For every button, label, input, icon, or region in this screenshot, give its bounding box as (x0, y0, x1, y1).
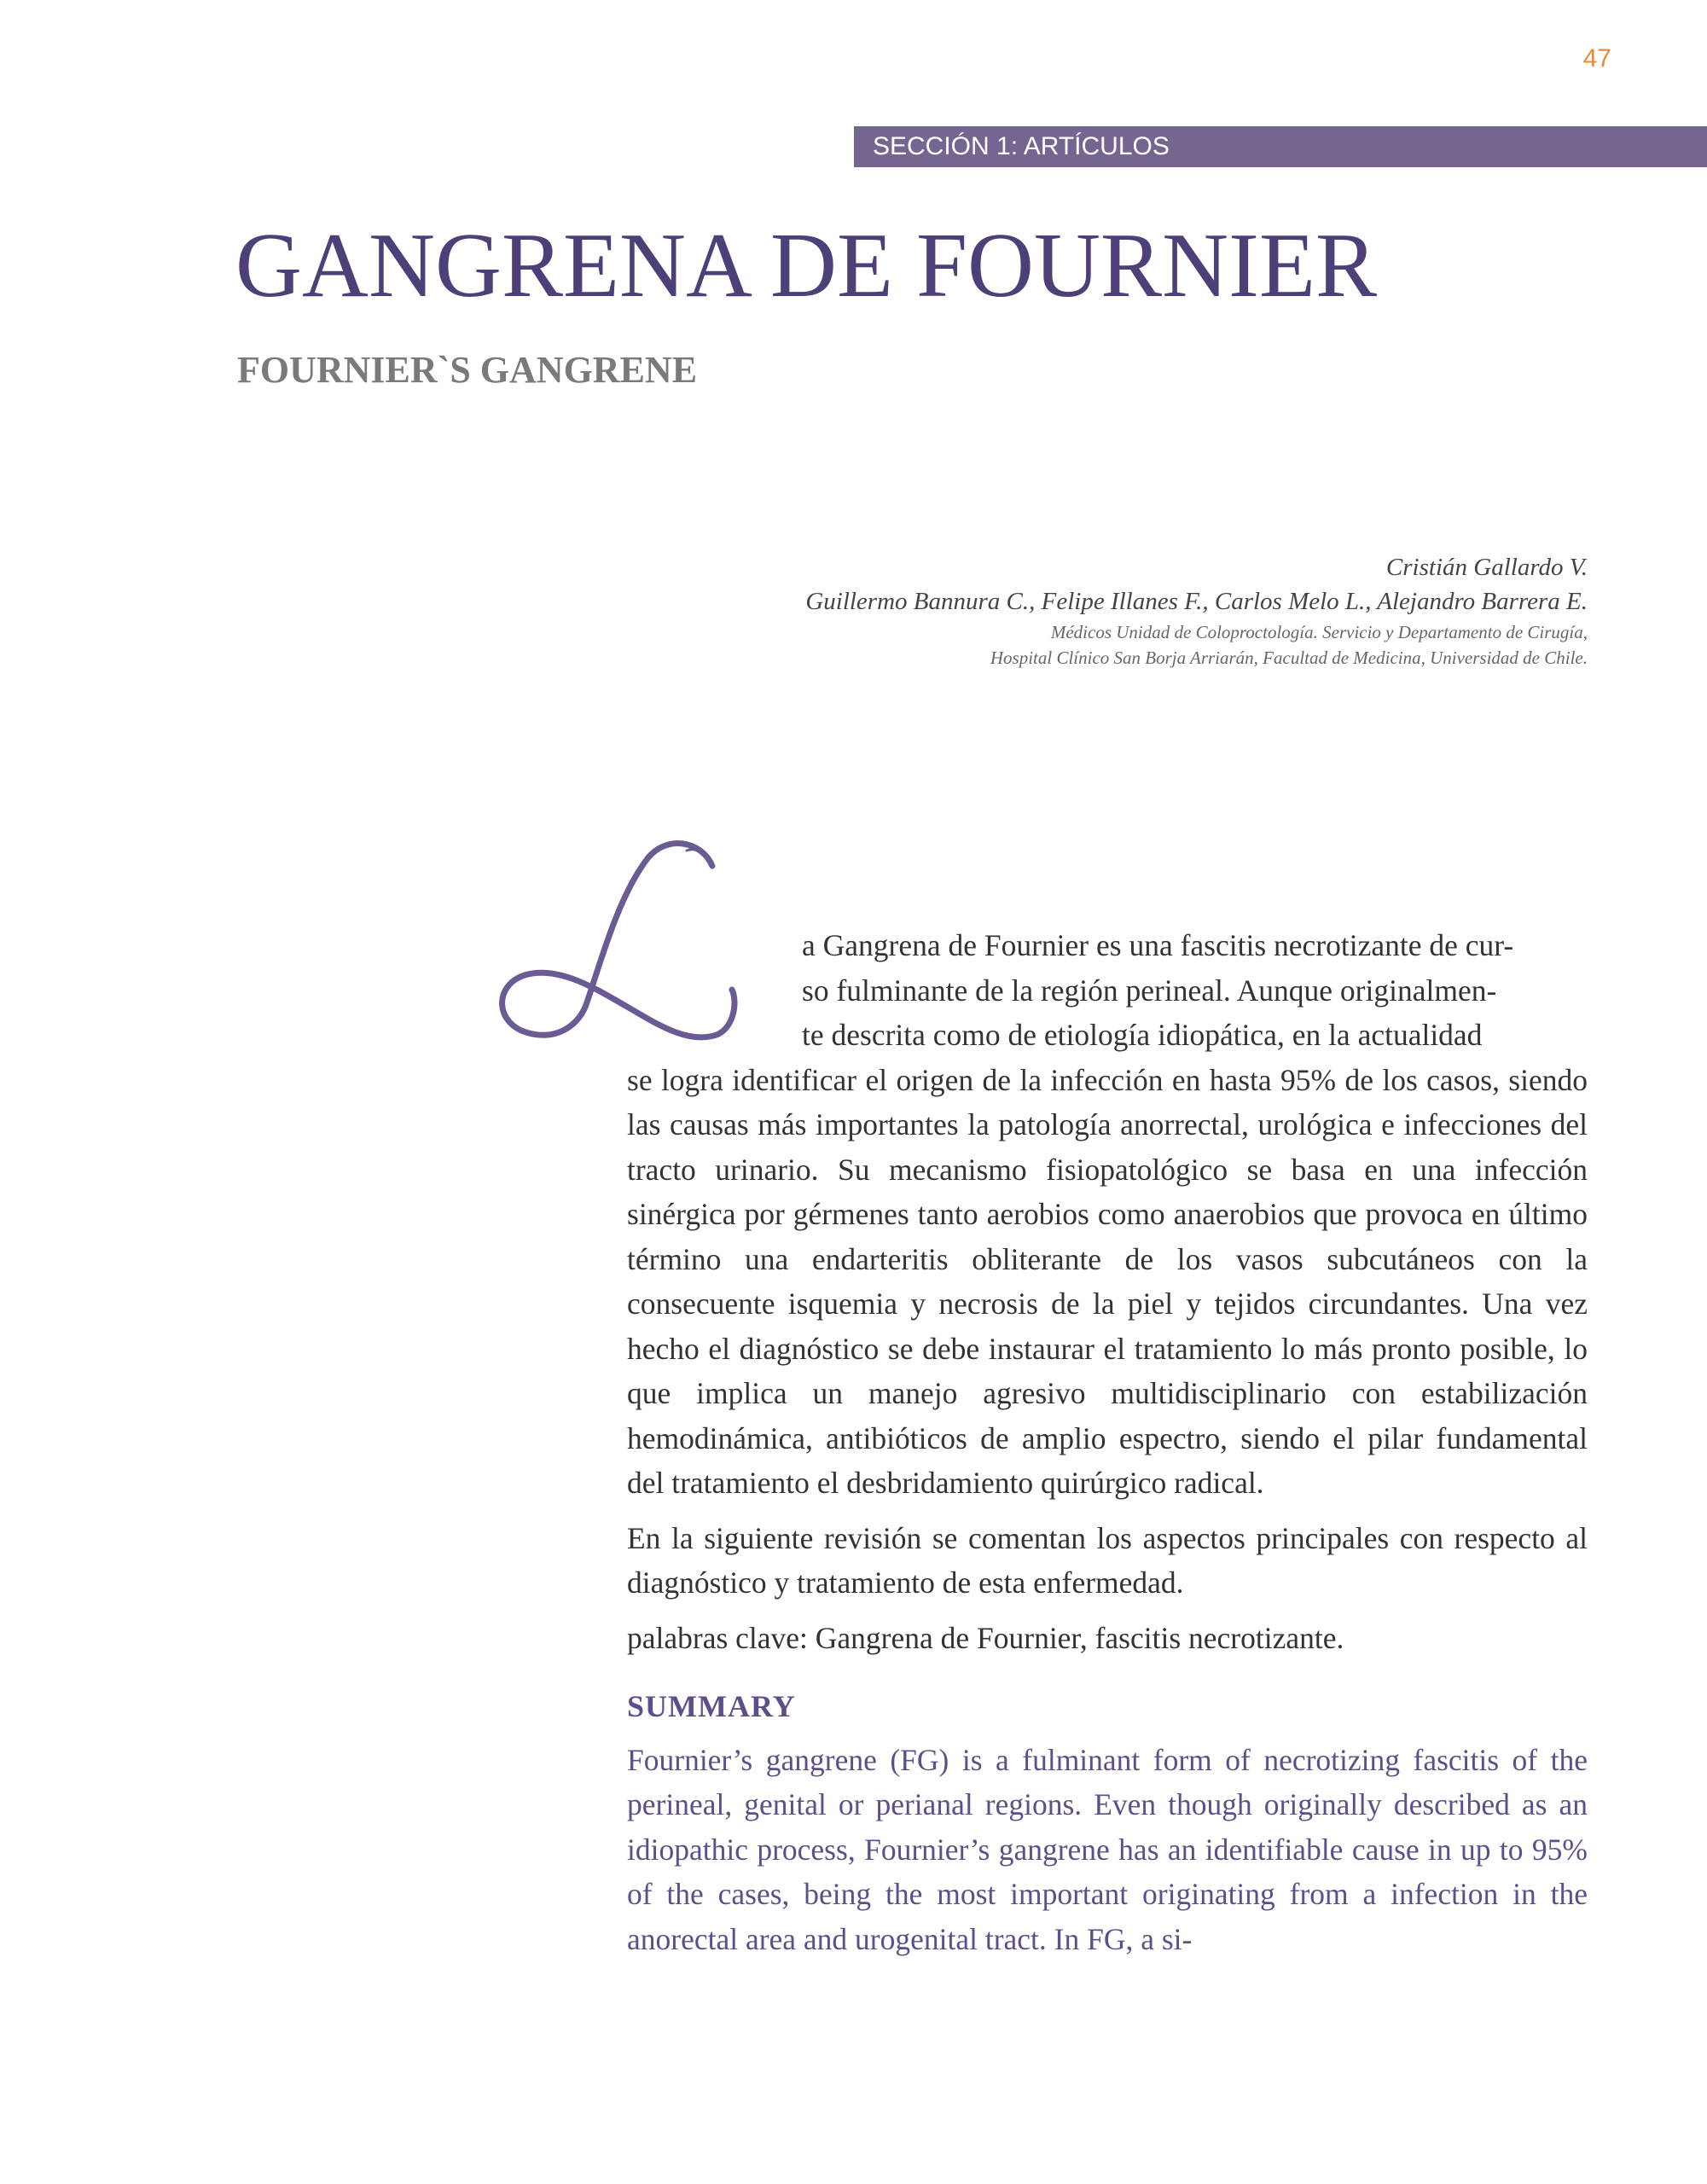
abstract-paragraph-1 (627, 923, 1588, 1506)
author-block (479, 550, 1588, 670)
lead-author: Cristián Gallardo V. (1385, 554, 1588, 581)
article-title: GANGRENA DE FOURNIER (235, 215, 1378, 317)
dropcap-line-2: so fulminante de la región perineal. Aunque originalmen- (802, 973, 1497, 1008)
page-number: 47 (1582, 44, 1611, 73)
section-label: SECCIÓN 1: ARTÍCULOS (873, 132, 1170, 160)
affiliation-line-2: Hospital Clínico San Borja Arriarán, Facultad de Medicina, Universidad de Chile. (990, 648, 1588, 668)
article-body (627, 923, 1588, 1972)
keywords: palabras clave: Gangrena de Fournier, fascitis necrotizante. (627, 1620, 1344, 1655)
section-banner (854, 126, 1707, 167)
dropcap-line-3: te descrita como de etiología idiopática, en la actualidad (802, 1018, 1483, 1052)
summary-heading: SUMMARY (627, 1689, 796, 1723)
abstract-paragraph-1-rest: se logra identificar el origen de la infección en hasta 95% de los casos, siendo las causas más importantes la patología anorrectal, urológica e infecciones del tracto urinario. Su mecanismo fisiopatológico se basa en una infección sinérgica por gérmenes tanto aerobios como anaerobios que provoca en último término una endarteritis obliterante de los vasos subcutáneos con la consecuente isquemia y necrosis de la piel y tejidos circundantes. Una vez hecho el diagnóstico se debe instaurar el tratamiento lo más pronto posible, lo que implica un manejo agresivo multidisciplinario con estabilización hemodinámica, antibióticos de amplio espectro, siendo el pilar fundamental del tratamiento el desbridamiento quirúrgico radical. (627, 1062, 1588, 1500)
dropcap-line-1: a Gangrena de Fournier es una fascitis necrotizante de cur- (802, 928, 1514, 962)
article-subtitle: FOURNIER`S GANGRENE (237, 349, 698, 391)
affiliation-line-1: Médicos Unidad de Coloproctología. Servicio y Departamento de Cirugía, (1050, 622, 1588, 642)
co-authors: Guillermo Bannura C., Felipe Illanes F., Carlos Melo L., Alejandro Barrera E. (805, 588, 1588, 615)
summary-paragraph: Fournier’s gangrene (FG) is a fulminant form of necrotizing fascitis of the perineal, genital or perianal regions. Even though originally described as an idiopathic process, Fournier’s gangrene has an identifiable cause in up to 95% of the cases, being the most important originating from a infection in the anorectal area and urogenital tract. In FG, a si- (627, 1742, 1588, 1956)
abstract-paragraph-2: En la siguiente revisión se comentan los aspectos principales con respecto al diagnóstico y tratamiento de esta enfermedad. (627, 1520, 1588, 1600)
